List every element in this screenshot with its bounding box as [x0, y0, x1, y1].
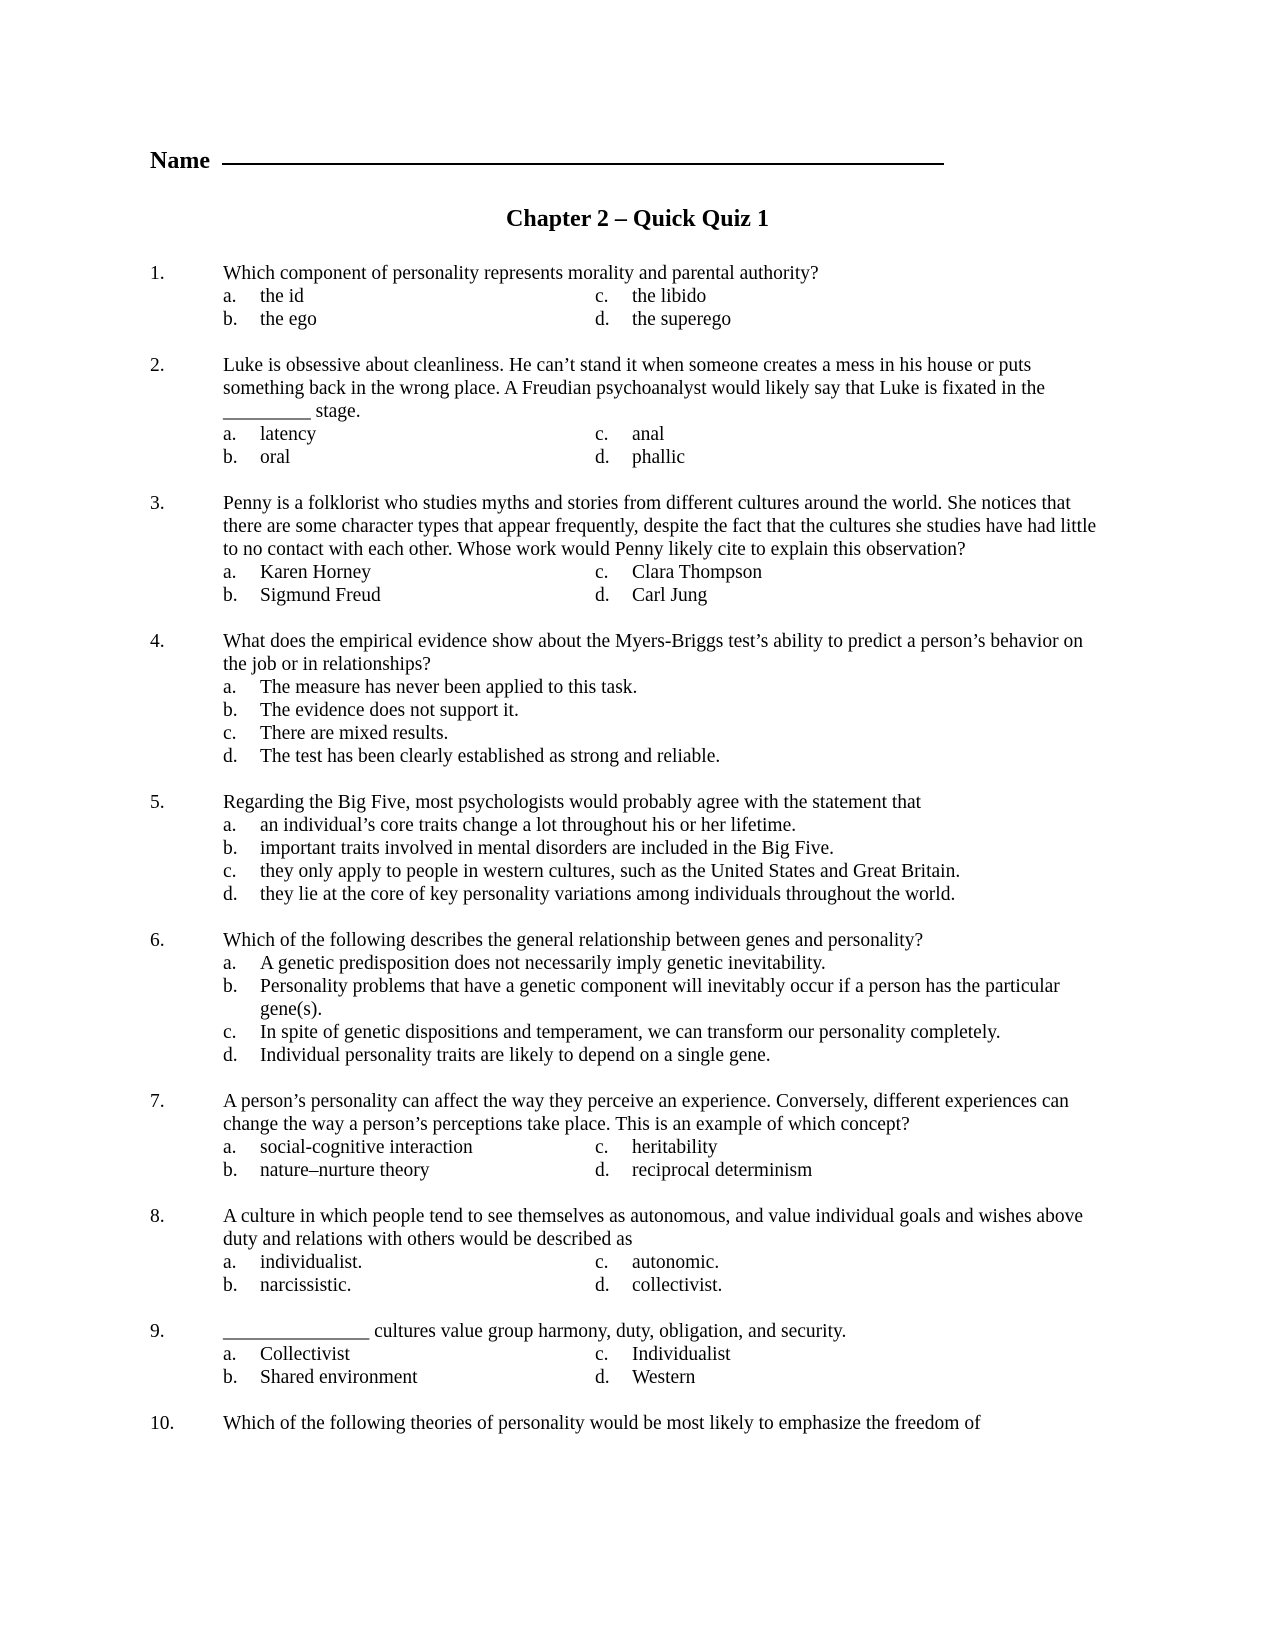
answer-option: [595, 1274, 1111, 1297]
name-label: Name: [150, 148, 210, 174]
answer-option: [223, 285, 595, 308]
option-text: In spite of genetic dispositions and temperament, we can transform our personality completely.: [260, 1022, 1001, 1043]
question-item: [0, 630, 1275, 768]
option-text: collectivist.: [632, 1275, 723, 1296]
answer-option: [595, 285, 1111, 308]
option-text: reciprocal determinism: [632, 1160, 813, 1181]
option-text: the libido: [632, 286, 707, 307]
answer-options: [223, 676, 1111, 768]
option-letter: b.: [223, 700, 238, 721]
option-text: the superego: [632, 309, 732, 330]
answer-options: [223, 1136, 1111, 1182]
option-letter: c.: [223, 1022, 237, 1043]
option-text: they only apply to people in western cultures, such as the United States and Great Britain.: [260, 861, 961, 882]
answer-option: [223, 1159, 595, 1182]
answer-option: [595, 1136, 1111, 1159]
option-letter: b.: [223, 976, 238, 997]
question-number: 9.: [150, 1321, 165, 1342]
answer-options: [223, 1251, 1111, 1297]
answer-option: [223, 722, 1111, 745]
answer-option: [223, 1136, 595, 1159]
option-letter: d.: [223, 1045, 238, 1066]
option-letter: a.: [223, 815, 237, 836]
question-item: [0, 791, 1275, 906]
answer-option: [595, 308, 1111, 331]
question-item: [0, 1090, 1275, 1182]
question-text: _______________ cultures value group harmony, duty, obligation, and security.: [223, 1321, 847, 1342]
option-text: phallic: [632, 447, 686, 468]
option-letter: a.: [223, 677, 237, 698]
question-text: Regarding the Big Five, most psychologists would probably agree with the statement that: [223, 792, 922, 813]
question-text: Penny is a folklorist who studies myths and stories from different cultures around the world. She notices that there are some character types that appear frequently, despite the fact that the cultures she studies have had little to no contact with each other. Whose work would Penny likely cite to explain this observation?: [223, 493, 1097, 560]
option-text: Clara Thompson: [632, 562, 763, 583]
answer-option: [223, 860, 1111, 883]
name-field: [150, 146, 944, 176]
answer-option: [223, 1251, 595, 1274]
option-text: Carl Jung: [632, 585, 708, 606]
option-text: Individualist: [632, 1344, 731, 1365]
option-text: The measure has never been applied to this task.: [260, 677, 638, 698]
option-text: heritability: [632, 1137, 718, 1158]
answer-option: [223, 676, 1111, 699]
option-text: There are mixed results.: [260, 723, 449, 744]
answer-options: [223, 952, 1111, 1067]
answer-option: [595, 1251, 1111, 1274]
option-text: social-cognitive interaction: [260, 1137, 473, 1158]
option-text: Collectivist: [260, 1344, 350, 1365]
option-text: oral: [260, 447, 291, 468]
answer-option: [595, 423, 1111, 446]
answer-option: [223, 745, 1111, 768]
option-letter: a.: [223, 286, 237, 307]
question-text: Luke is obsessive about cleanliness. He can’t stand it when someone creates a mess in his house or puts something back in the wrong place. A Freudian psychoanalyst would likely say that Luke is fixated in the _________ stage.: [223, 355, 1046, 422]
option-letter: b.: [223, 1275, 238, 1296]
option-letter: a.: [223, 1252, 237, 1273]
answer-option: [223, 308, 595, 331]
question-item: [0, 1412, 1275, 1435]
question-number: 1.: [150, 263, 165, 284]
question-item: [0, 354, 1275, 469]
option-text: an individual’s core traits change a lot throughout his or her lifetime.: [260, 815, 797, 836]
question-number: 5.: [150, 792, 165, 813]
option-letter: d.: [595, 1160, 610, 1181]
option-text: they lie at the core of key personality variations among individuals throughout the world.: [260, 884, 956, 905]
answer-option: [223, 699, 1111, 722]
option-text: The test has been clearly established as strong and reliable.: [260, 746, 721, 767]
answer-option: [223, 1021, 1111, 1044]
answer-option: [223, 814, 1111, 837]
answer-option: [595, 584, 1111, 607]
answer-options: [223, 814, 1111, 906]
question-list: [0, 262, 1275, 1458]
option-letter: c.: [595, 1137, 609, 1158]
question-number: 10.: [150, 1413, 175, 1434]
option-text: A genetic predisposition does not necessarily imply genetic inevitability.: [260, 953, 826, 974]
option-letter: c.: [595, 1344, 609, 1365]
answer-options: [223, 561, 1111, 607]
question-text: Which component of personality represents morality and parental authority?: [223, 263, 819, 284]
option-text: autonomic.: [632, 1252, 720, 1273]
option-letter: a.: [223, 562, 237, 583]
option-text: nature–nurture theory: [260, 1160, 430, 1181]
option-text: The evidence does not support it.: [260, 700, 519, 721]
option-letter: c.: [595, 562, 609, 583]
option-letter: a.: [223, 1344, 237, 1365]
option-letter: d.: [595, 447, 610, 468]
option-letter: d.: [223, 746, 238, 767]
answer-option: [595, 1343, 1111, 1366]
answer-option: [223, 584, 595, 607]
option-text: Shared environment: [260, 1367, 418, 1388]
answer-option: [223, 883, 1111, 906]
option-text: the id: [260, 286, 304, 307]
answer-option: [595, 1159, 1111, 1182]
option-letter: d.: [595, 1275, 610, 1296]
option-letter: c.: [595, 1252, 609, 1273]
answer-option: [223, 1343, 595, 1366]
option-letter: d.: [223, 884, 238, 905]
question-number: 8.: [150, 1206, 165, 1227]
option-letter: d.: [595, 1367, 610, 1388]
answer-option: [223, 423, 595, 446]
question-number: 4.: [150, 631, 165, 652]
answer-option: [223, 561, 595, 584]
answer-option: [223, 837, 1111, 860]
question-item: [0, 262, 1275, 331]
answer-option: [223, 952, 1111, 975]
page-title: Chapter 2 – Quick Quiz 1: [506, 206, 769, 232]
option-text: Western: [632, 1367, 696, 1388]
option-letter: a.: [223, 953, 237, 974]
option-text: Individual personality traits are likely to depend on a single gene.: [260, 1045, 771, 1066]
option-text: Karen Horney: [260, 562, 371, 583]
answer-option: [223, 1274, 595, 1297]
option-text: latency: [260, 424, 317, 445]
option-letter: c.: [223, 723, 237, 744]
option-letter: b.: [223, 1160, 238, 1181]
question-number: 3.: [150, 493, 165, 514]
option-text: anal: [632, 424, 665, 445]
option-text: important traits involved in mental disorders are included in the Big Five.: [260, 838, 835, 859]
question-text: Which of the following describes the general relationship between genes and personality?: [223, 930, 924, 951]
option-letter: c.: [223, 861, 237, 882]
option-letter: a.: [223, 424, 237, 445]
answer-option: [595, 1366, 1111, 1389]
answer-option: [595, 561, 1111, 584]
option-letter: b.: [223, 309, 238, 330]
question-item: [0, 492, 1275, 607]
option-letter: b.: [223, 1367, 238, 1388]
question-item: [0, 929, 1275, 1067]
question-text: A culture in which people tend to see themselves as autonomous, and value individual goals and wishes above duty and relations with others would be described as: [223, 1206, 1083, 1250]
name-blank-line: [222, 162, 944, 165]
question-text: A person’s personality can affect the way they perceive an experience. Conversely, different experiences can change the way a person’s perceptions take place. This is an example of which concept?: [223, 1091, 1069, 1135]
answer-options: [223, 423, 1111, 469]
question-text: Which of the following theories of personality would be most likely to emphasize the freedom of: [223, 1413, 981, 1434]
option-text: narcissistic.: [260, 1275, 352, 1296]
option-text: the ego: [260, 309, 317, 330]
option-letter: d.: [595, 585, 610, 606]
answer-option: [223, 1366, 595, 1389]
question-item: [0, 1205, 1275, 1297]
answer-options: [223, 1343, 1111, 1389]
answer-option: [223, 1044, 1111, 1067]
option-text: Sigmund Freud: [260, 585, 381, 606]
option-letter: d.: [595, 309, 610, 330]
option-letter: b.: [223, 838, 238, 859]
answer-option: [223, 446, 595, 469]
answer-option: [223, 975, 1111, 1021]
option-letter: c.: [595, 286, 609, 307]
option-letter: b.: [223, 585, 238, 606]
option-letter: c.: [595, 424, 609, 445]
option-letter: a.: [223, 1137, 237, 1158]
option-text: individualist.: [260, 1252, 363, 1273]
option-letter: b.: [223, 447, 238, 468]
question-text: What does the empirical evidence show about the Myers-Briggs test’s ability to predict a person’s behavior on the job or in relationships?: [223, 631, 1083, 675]
question-number: 6.: [150, 930, 165, 951]
answer-options: [223, 285, 1111, 331]
answer-option: [595, 446, 1111, 469]
question-number: 2.: [150, 355, 165, 376]
option-text: Personality problems that have a genetic component will inevitably occur if a person has the particular gene(s).: [260, 976, 1060, 1020]
question-number: 7.: [150, 1091, 165, 1112]
question-item: [0, 1320, 1275, 1389]
